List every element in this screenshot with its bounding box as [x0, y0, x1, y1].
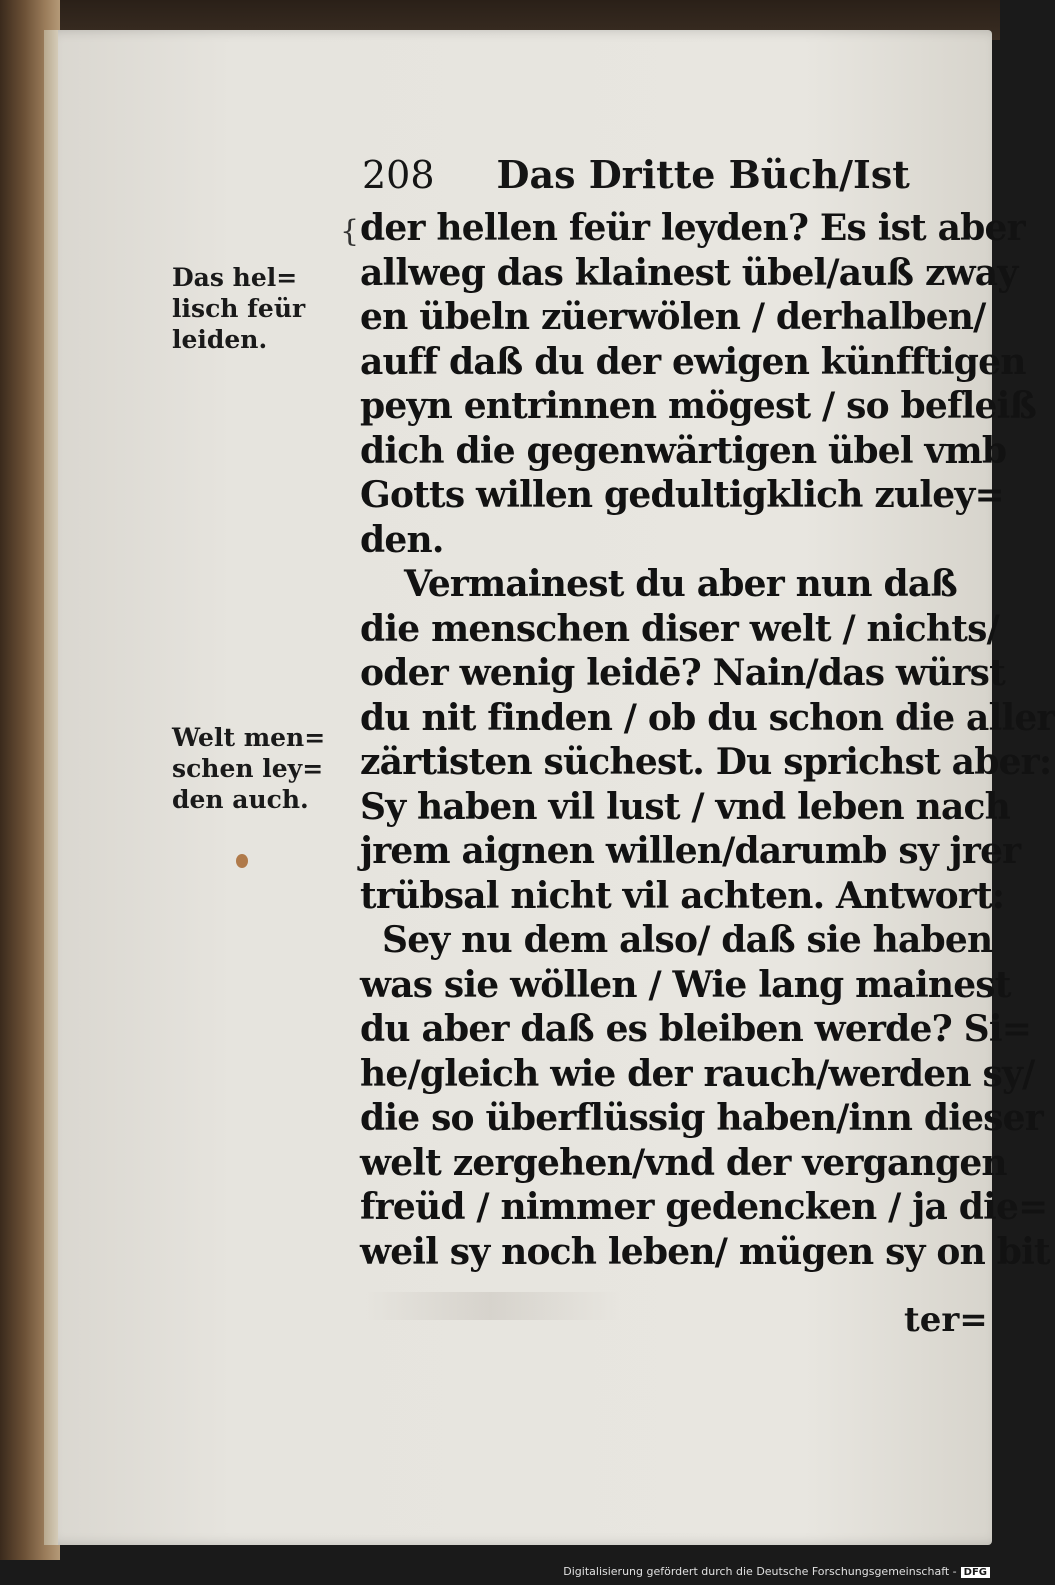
text-line: dich die gegenwärtigen übel vmb	[360, 429, 1007, 472]
dfg-logo-icon: DFG	[961, 1567, 990, 1578]
margin-note-line: den auch.	[172, 785, 309, 814]
footer-text: Digitalisierung gefördert durch die Deutsche Forschungsgemeinschaft -	[563, 1565, 957, 1578]
text-line: Vermainest du aber nun daß	[404, 563, 957, 605]
text-line: weil sy noch leben/ mügen sy on bit	[360, 1230, 1050, 1273]
catchword: ter=	[904, 1300, 988, 1340]
margin-note	[172, 262, 342, 355]
text-line: du aber daß es bleiben werde? Si=	[360, 1008, 1032, 1050]
text-line: zärtisten süchest. Du sprichst aber:	[360, 741, 1052, 783]
margin-note-line: Welt men=	[172, 723, 326, 752]
text-line: Gotts willen gedultigklich zuley=	[360, 474, 1004, 516]
text-line: he/gleich wie der rauch/werden sy/	[360, 1052, 1035, 1095]
text-line: jrem aignen willen/darumb sy jrer	[360, 830, 1021, 872]
running-title: Das Dritte Büch/Ist	[496, 152, 910, 197]
text-line: der hellen feür leyden? Es ist aber	[360, 207, 1025, 249]
margin-note	[172, 722, 342, 815]
text-line: was sie wöllen / Wie lang mainest	[360, 963, 1011, 1006]
main-text-block	[360, 206, 1055, 1274]
page-gutter	[44, 30, 58, 1545]
margin-note-line: leiden.	[172, 325, 268, 354]
text-line: die so überflüssig haben/inn dieser	[360, 1097, 1043, 1139]
paper-stain	[236, 854, 248, 868]
margin-note-line: schen ley=	[172, 754, 324, 783]
margin-note-line: lisch feür	[172, 294, 306, 323]
text-line: auff daß du der ewigen künfftigen	[360, 340, 1026, 383]
margin-note-line: Das hel=	[172, 263, 298, 292]
text-line: oder wenig leidē? Nain/das würst	[360, 652, 1005, 694]
text-line: du nit finden / ob du schon die aller	[360, 696, 1055, 739]
text-line: die menschen diser welt / nichts/	[360, 607, 999, 650]
text-line: peyn entrinnen mögest / so befleiß	[360, 385, 1037, 427]
margin-bracket-mark: {	[340, 214, 360, 249]
text-line: allweg das klainest übel/auß zway	[360, 251, 1018, 294]
text-line: welt zergehen/vnd der vergangen	[360, 1141, 1007, 1184]
digitization-footer	[560, 1565, 990, 1583]
text-line: den.	[360, 518, 444, 561]
running-header	[362, 152, 922, 202]
text-line: en übeln züerwölen / derhalben/	[360, 296, 986, 338]
text-line: Sy haben vil lust / vnd leben nach	[360, 785, 1011, 828]
text-line: freüd / nimmer gedencken / ja die=	[360, 1186, 1048, 1228]
text-line: Sey nu dem also/ daß sie haben	[382, 919, 993, 961]
bleed-through-text	[360, 1292, 620, 1320]
text-line: trübsal nicht vil achten. Antwort:	[360, 874, 1005, 917]
page-number: 208	[362, 153, 435, 197]
